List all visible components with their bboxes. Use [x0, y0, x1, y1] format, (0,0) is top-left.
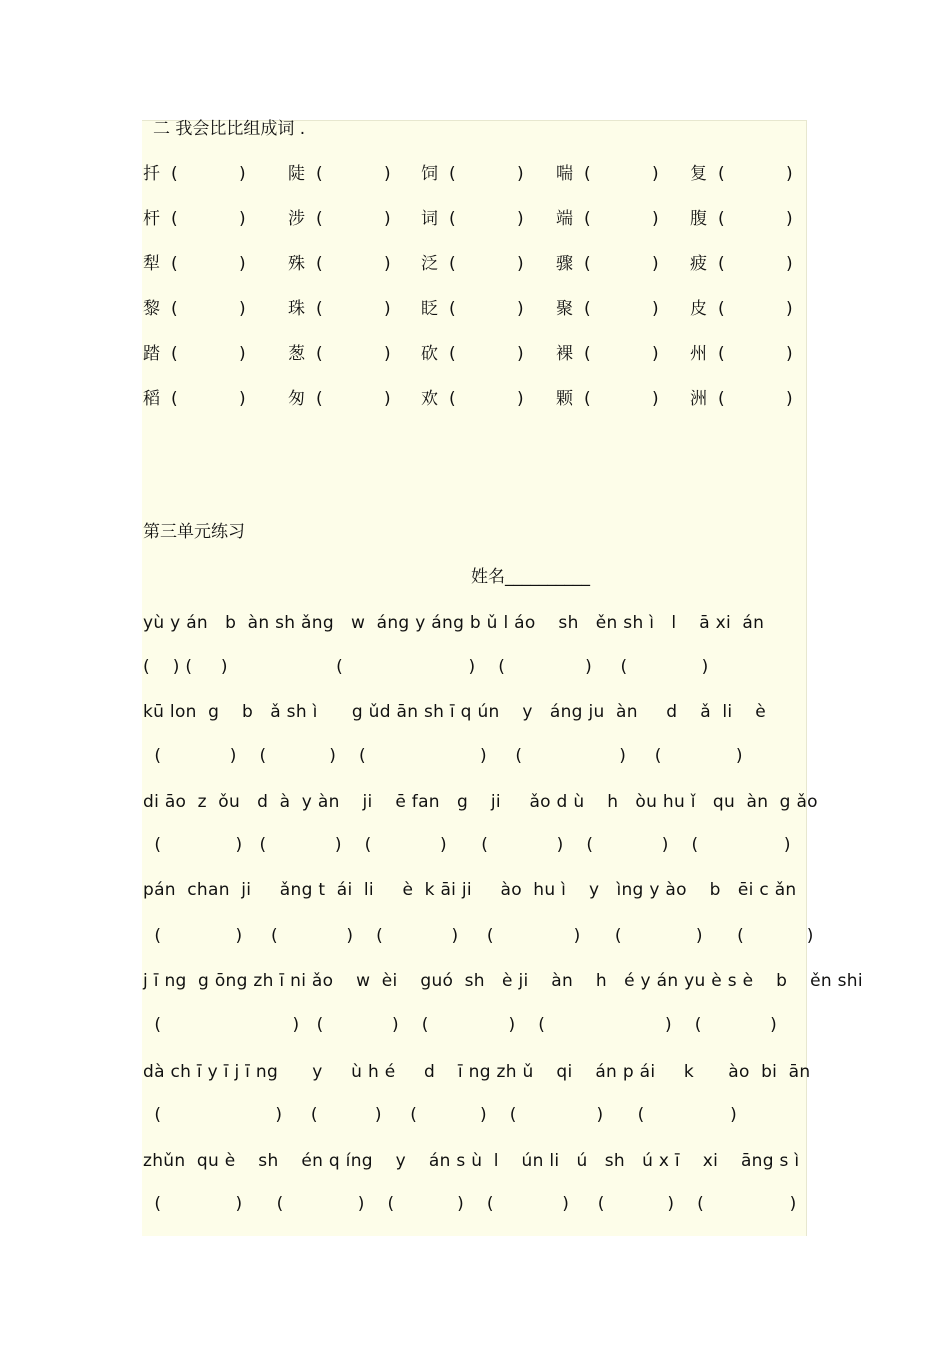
open-paren: (	[171, 344, 178, 364]
close-paren: )	[239, 299, 246, 319]
open-paren: (	[718, 389, 725, 409]
unit-title: 第三单元练习	[143, 522, 245, 542]
open-paren: (	[718, 254, 725, 274]
close-paren: )	[517, 389, 524, 409]
answer-brackets-row[interactable]: ( ) ( ) ( ) ( ) ( )	[143, 1105, 738, 1125]
exercise-char: 涉	[288, 209, 305, 229]
pinyin-row: zhǔn qu è sh én q íng y án s ù l ún li ú sh ú x ī xi āng s ì	[143, 1151, 800, 1171]
exercise-char: 匆	[288, 389, 305, 409]
close-paren: )	[384, 344, 391, 364]
open-paren: (	[171, 299, 178, 319]
close-paren: )	[239, 389, 246, 409]
close-paren: )	[517, 209, 524, 229]
open-paren: (	[316, 299, 323, 319]
close-paren: )	[652, 164, 659, 184]
open-paren: (	[449, 299, 456, 319]
pinyin-row: yù y án b àn sh ǎng w áng y áng b ǔ l áo sh ěn sh ì l ā xi án	[143, 613, 765, 633]
close-paren: )	[786, 164, 793, 184]
pinyin-row: di āo z ǒu d à y àn ji ē fan g ji ǎo d ù h òu hu ǐ qu àn g ǎo	[143, 792, 818, 812]
close-paren: )	[786, 254, 793, 274]
close-paren: )	[239, 254, 246, 274]
close-paren: )	[384, 389, 391, 409]
open-paren: (	[718, 299, 725, 319]
exercise-char: 泛	[421, 254, 438, 274]
close-paren: )	[239, 344, 246, 364]
exercise-char: 稻	[143, 389, 160, 409]
pinyin-row: pán chan ji ǎng t ái li è k āi ji ào hu ì y ìng y ào b ēi c ǎn	[143, 880, 797, 900]
exercise-char: 腹	[690, 209, 707, 229]
exercise-char: 皮	[690, 299, 707, 319]
exercise-char: 聚	[556, 299, 573, 319]
exercise-char: 颗	[556, 389, 573, 409]
answer-brackets-row[interactable]: ( ) ( ) ( ) ( ) ( ) ( )	[143, 926, 814, 946]
close-paren: )	[786, 389, 793, 409]
close-paren: )	[384, 209, 391, 229]
open-paren: (	[449, 164, 456, 184]
exercise-char: 骤	[556, 254, 573, 274]
open-paren: (	[171, 254, 178, 274]
section-heading: 二 我会比比组成词 .	[153, 119, 306, 139]
pinyin-row: dà ch ī y ī j ī ng y ù h é d ī ng zh ǔ qi án p ái k ào bi ān	[143, 1062, 811, 1082]
exercise-char: 眨	[421, 299, 438, 319]
close-paren: )	[239, 164, 246, 184]
close-paren: )	[652, 389, 659, 409]
open-paren: (	[718, 344, 725, 364]
open-paren: (	[449, 389, 456, 409]
exercise-char: 端	[556, 209, 573, 229]
close-paren: )	[786, 344, 793, 364]
close-paren: )	[239, 209, 246, 229]
open-paren: (	[316, 344, 323, 364]
answer-brackets-row[interactable]: ( ) ( ) ( ) ( ) ( )	[143, 746, 743, 766]
open-paren: (	[718, 209, 725, 229]
exercise-char: 黎	[143, 299, 160, 319]
exercise-char: 喘	[556, 164, 573, 184]
exercise-char: 犁	[143, 254, 160, 274]
close-paren: )	[652, 254, 659, 274]
open-paren: (	[584, 344, 591, 364]
open-paren: (	[316, 164, 323, 184]
close-paren: )	[384, 254, 391, 274]
open-paren: (	[171, 389, 178, 409]
exercise-char: 扦	[143, 164, 160, 184]
open-paren: (	[584, 254, 591, 274]
open-paren: (	[449, 254, 456, 274]
exercise-char: 殊	[288, 254, 305, 274]
exercise-char: 州	[690, 344, 707, 364]
exercise-char: 葱	[288, 344, 305, 364]
close-paren: )	[517, 344, 524, 364]
exercise-char: 珠	[288, 299, 305, 319]
open-paren: (	[449, 344, 456, 364]
answer-brackets-row[interactable]: ( ) ( ) ( ) ( ) ( )	[143, 1015, 777, 1035]
open-paren: (	[584, 299, 591, 319]
open-paren: (	[316, 209, 323, 229]
close-paren: )	[786, 209, 793, 229]
open-paren: (	[316, 254, 323, 274]
pinyin-row: j ī ng g ōng zh ī ni ǎo w èi guó sh è ji àn h é y án yu è s è b ěn shi	[143, 971, 863, 991]
close-paren: )	[517, 254, 524, 274]
exercise-char: 陡	[288, 164, 305, 184]
close-paren: )	[652, 299, 659, 319]
exercise-char: 裸	[556, 344, 573, 364]
close-paren: )	[786, 299, 793, 319]
close-paren: )	[384, 164, 391, 184]
exercise-char: 杆	[143, 209, 160, 229]
exercise-char: 饲	[421, 164, 438, 184]
exercise-char: 欢	[421, 389, 438, 409]
close-paren: )	[652, 209, 659, 229]
open-paren: (	[584, 164, 591, 184]
open-paren: (	[584, 209, 591, 229]
open-paren: (	[449, 209, 456, 229]
exercise-char: 洲	[690, 389, 707, 409]
answer-brackets-row[interactable]: ( ) ( ) ( ) ( ) ( ) ( )	[143, 1194, 797, 1214]
pinyin-row: kū lon g b ǎ sh ì g ǔd ān sh ī q ún y áng ju àn d ǎ li è	[143, 702, 766, 722]
exercise-char: 复	[690, 164, 707, 184]
close-paren: )	[652, 344, 659, 364]
close-paren: )	[517, 164, 524, 184]
open-paren: (	[584, 389, 591, 409]
exercise-char: 疲	[690, 254, 707, 274]
open-paren: (	[171, 209, 178, 229]
open-paren: (	[171, 164, 178, 184]
exercise-char: 词	[421, 209, 438, 229]
answer-brackets-row[interactable]: ( ) ( ) ( ) ( ) ( ) ( )	[143, 835, 791, 855]
answer-brackets-row[interactable]: ( ) ( ) ( ) ( ) ( )	[143, 657, 709, 677]
close-paren: )	[384, 299, 391, 319]
name-field-label[interactable]: 姓名__________	[471, 567, 590, 587]
exercise-char: 踏	[143, 344, 160, 364]
open-paren: (	[316, 389, 323, 409]
open-paren: (	[718, 164, 725, 184]
exercise-char: 砍	[421, 344, 438, 364]
close-paren: )	[517, 299, 524, 319]
